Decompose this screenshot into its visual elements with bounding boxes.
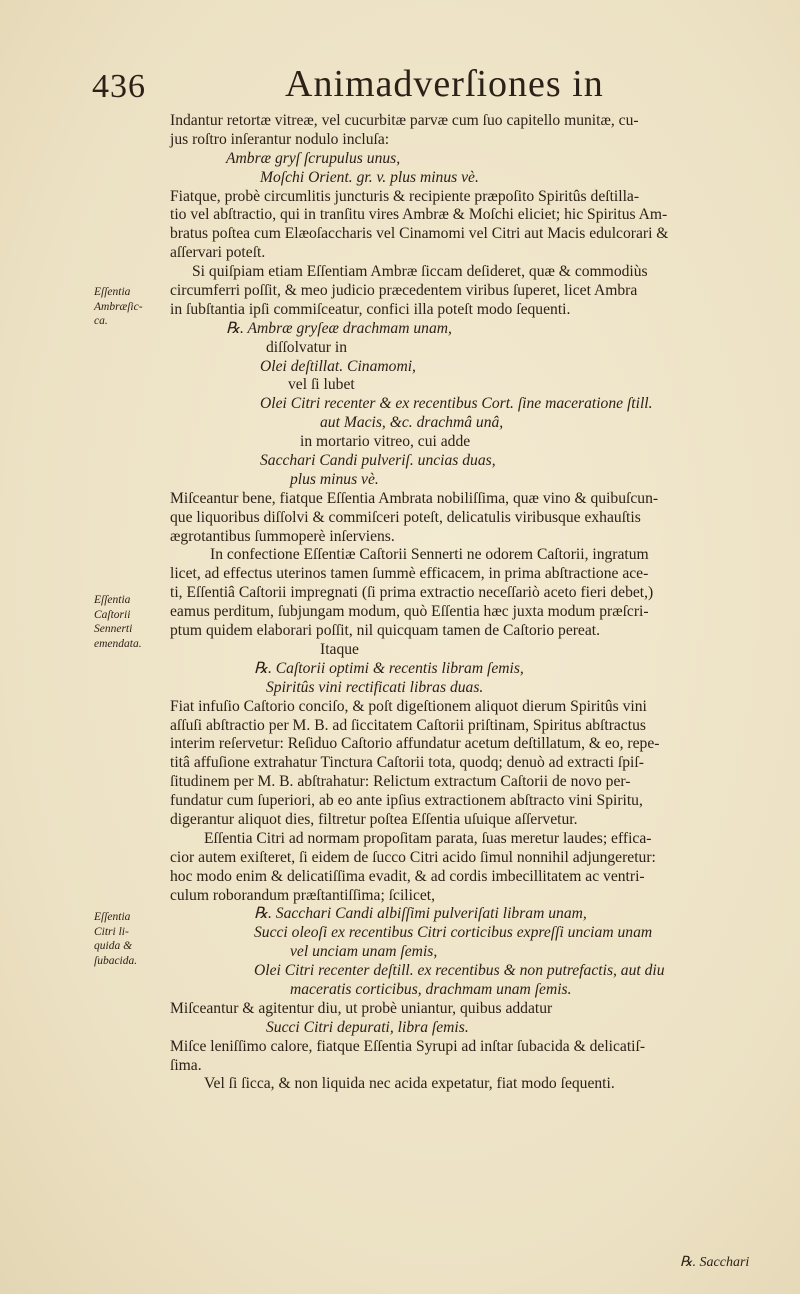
text-line: Indantur retortæ vitreæ, vel cucurbitæ parvæ cum ſuo capitello munitæ, cu- <box>170 112 639 129</box>
margin-note-line: ca. <box>94 315 108 327</box>
text-line: Miſceantur bene, fiatque Eſſentia Ambrata nobiliſſima, quæ vino & quibuſcun- <box>170 489 659 507</box>
text-line: interim reſervetur: Reſiduo Caſtorio affundatur acetum deſtillatum, & eo, repe- <box>170 735 660 753</box>
recipe-line: maceratis corticibus, drachmam unam ſemis. <box>290 980 572 998</box>
margin-note-essentia-citri <box>94 910 168 968</box>
text-line: eamus perditum, ſubjungam modum, quò Eſſentia hæc juxta modum præſcri- <box>170 603 649 621</box>
text-line: digerantur aliquot dies, filtretur poſtea Eſſentia uſuique aſſervetur. <box>170 810 578 828</box>
text-line: Fiatque, probè circumlitis juncturis & recipiente præpoſito Spiritûs deſtilla- <box>170 187 640 205</box>
page-number: 436 <box>92 68 146 105</box>
text-line: que liquoribus diſſolvi & commiſceri poteſt, delicatulis viribusque exhauſtis <box>170 508 641 526</box>
recipe-line: Spiritûs vini rectificati libras duas. <box>266 678 484 696</box>
recipe-line: Ambræ gryſ ſcrupulus unus, <box>226 149 401 167</box>
text-line: Eſſentia Citri ad normam propoſitam parata, ſuas meretur laudes; effica- <box>204 829 652 847</box>
margin-note-line: Sennerti <box>94 623 133 635</box>
text-line: in ſubſtantia ipſi commiſceatur, confici illa poteſt modo ſequenti. <box>170 300 571 318</box>
margin-note-line: ſubacida. <box>94 954 138 967</box>
recipe-line: ℞. Ambræ gryſeæ drachmam unam, <box>226 319 452 337</box>
running-title: Animadverſiones in <box>285 63 604 105</box>
recipe-line: vel unciam unam ſemis, <box>290 943 438 961</box>
body-text <box>170 112 766 1094</box>
margin-note-line: Ambræſic- <box>94 300 143 313</box>
text-line: ti, Eſſentiâ Caſtorii impregnati (ſi prima extractio neceſſariò aceto fieri debet,) <box>170 584 654 602</box>
recipe-line: Sacchari Candi pulveriſ. uncias duas, <box>260 452 496 470</box>
margin-note-essentia-castorii <box>94 593 168 651</box>
text-line: Miſce leniſſimo calore, fiatque Eſſentia Syrupi ad inſtar ſubacida & delicatiſ- <box>170 1037 646 1055</box>
recipe-line: Olei Citri recenter deſtill. ex recentibus & non putrefactis, aut diu <box>254 962 665 980</box>
recipe-line: ℞. Sacchari Candi albiſſimi pulveriſati libram unam, <box>254 905 587 923</box>
recipe-line: Succi Citri depurati, libra ſemis. <box>266 1018 469 1036</box>
text-line: circumferri poſſit, & meo judicio præcedentem viribus ſuperet, licet Ambra <box>170 282 638 300</box>
text-line: ptum quidem elaborari poſſit, nil quicquam tamen de Caſtorio pereat. <box>170 622 601 640</box>
margin-note-line: emendata. <box>94 637 142 650</box>
recipe-line: Moſchi Orient. gr. v. plus minus vè. <box>260 168 479 186</box>
text-line: fundatur cum ſuperiori, ab eo ante ipſius extractionem abſtracto vini Spiritu, <box>170 792 643 810</box>
text-line: Fiat infuſio Caſtorio conciſo, & poſt digeſtionem aliquot dierum Spiritûs vini <box>170 697 647 715</box>
margin-note-line: Eſſentia <box>94 594 131 606</box>
text-line: ægrotantibus ſummoperè inſerviens. <box>170 527 395 545</box>
margin-note-line: Eſſentia <box>94 286 131 298</box>
text-line: Vel ſi ſicca, & non liquida nec acida expetatur, fiat modo ſequenti. <box>204 1075 615 1093</box>
margin-note-line: Caſtorii <box>94 608 131 621</box>
text-line: ſima. <box>170 1056 202 1074</box>
text-line: bratus poſtea cum Elæoſaccharis vel Cinamomi vel Citri aut Macis edulcorari & <box>170 225 669 243</box>
text-line: culum roborandum præſtantiſſima; ſcilicet, <box>170 886 436 904</box>
text-line: hoc modo enim & delicatiſſima evadit, & ad cordis imbecillitatem ac ventri- <box>170 867 645 885</box>
text-line: cior autem exiſteret, ſi eidem de ſucco Citri acido ſimul nonnihil adjungeretur: <box>170 848 656 866</box>
text-line: ſitudinem per M. B. abſtrahatur: Relictum extractum Caſtorii de novo per- <box>170 773 631 791</box>
text-line: Si quiſpiam etiam Eſſentiam Ambræ ſiccam deſideret, quæ & commodiùs <box>192 263 648 281</box>
recipe-line: vel ſi lubet <box>288 376 355 394</box>
recipe-line: Olei Citri recenter & ex recentibus Cort. ſine maceratione ſtill. <box>260 395 653 413</box>
margin-note-line: quida & <box>94 940 133 952</box>
text-line: titâ affuſione extrahatur Tinctura Caſtorii tota, quodq; denuò ad extracti ſpiſ- <box>170 754 644 772</box>
recipe-line: in mortario vitreo, cui adde <box>300 433 471 451</box>
text-line: In confectione Eſſentiæ Caſtorii Sennerti ne odorem Caſtorii, ingratum <box>210 546 649 564</box>
recipe-line: plus minus vè. <box>290 470 379 488</box>
text-line: aſſuſi abſtractio per M. B. ad ſiccitatem Caſtorii priſtinam, Spiritus abſtractus <box>170 716 646 734</box>
text-line: Itaque <box>320 640 359 658</box>
text-line: jus roſtro inſerantur nodulo incluſa: <box>170 130 390 148</box>
margin-note-essentia-ambrae <box>94 285 168 329</box>
text-line: tio vel abſtractio, qui in tranſitu vires Ambræ & Moſchi eliciet; hic Spiritus Am- <box>170 206 668 224</box>
recipe-line: aut Macis, &c. drachmâ unâ, <box>320 414 504 432</box>
margin-note-line: Citri li- <box>94 925 129 938</box>
recipe-line: Succi oleoſi ex recentibus Citri corticibus expreſſi unciam unam <box>254 924 653 942</box>
text-line: aſſervari poteſt. <box>170 244 266 262</box>
recipe-line: ℞. Caſtorii optimi & recentis libram ſemis, <box>254 659 524 677</box>
text-line: licet, ad effectus uterinos tamen ſummè efficacem, in prima abſtractione ace- <box>170 565 649 583</box>
margin-note-line: Eſſentia <box>94 911 131 923</box>
recipe-line: Olei deſtillat. Cinamomi, <box>260 357 416 375</box>
recipe-line: diſſolvatur in <box>266 338 347 356</box>
catchword: ℞. Sacchari <box>680 1255 750 1270</box>
text-line: Miſceantur & agitentur diu, ut probè uniantur, quibus addatur <box>170 999 553 1017</box>
